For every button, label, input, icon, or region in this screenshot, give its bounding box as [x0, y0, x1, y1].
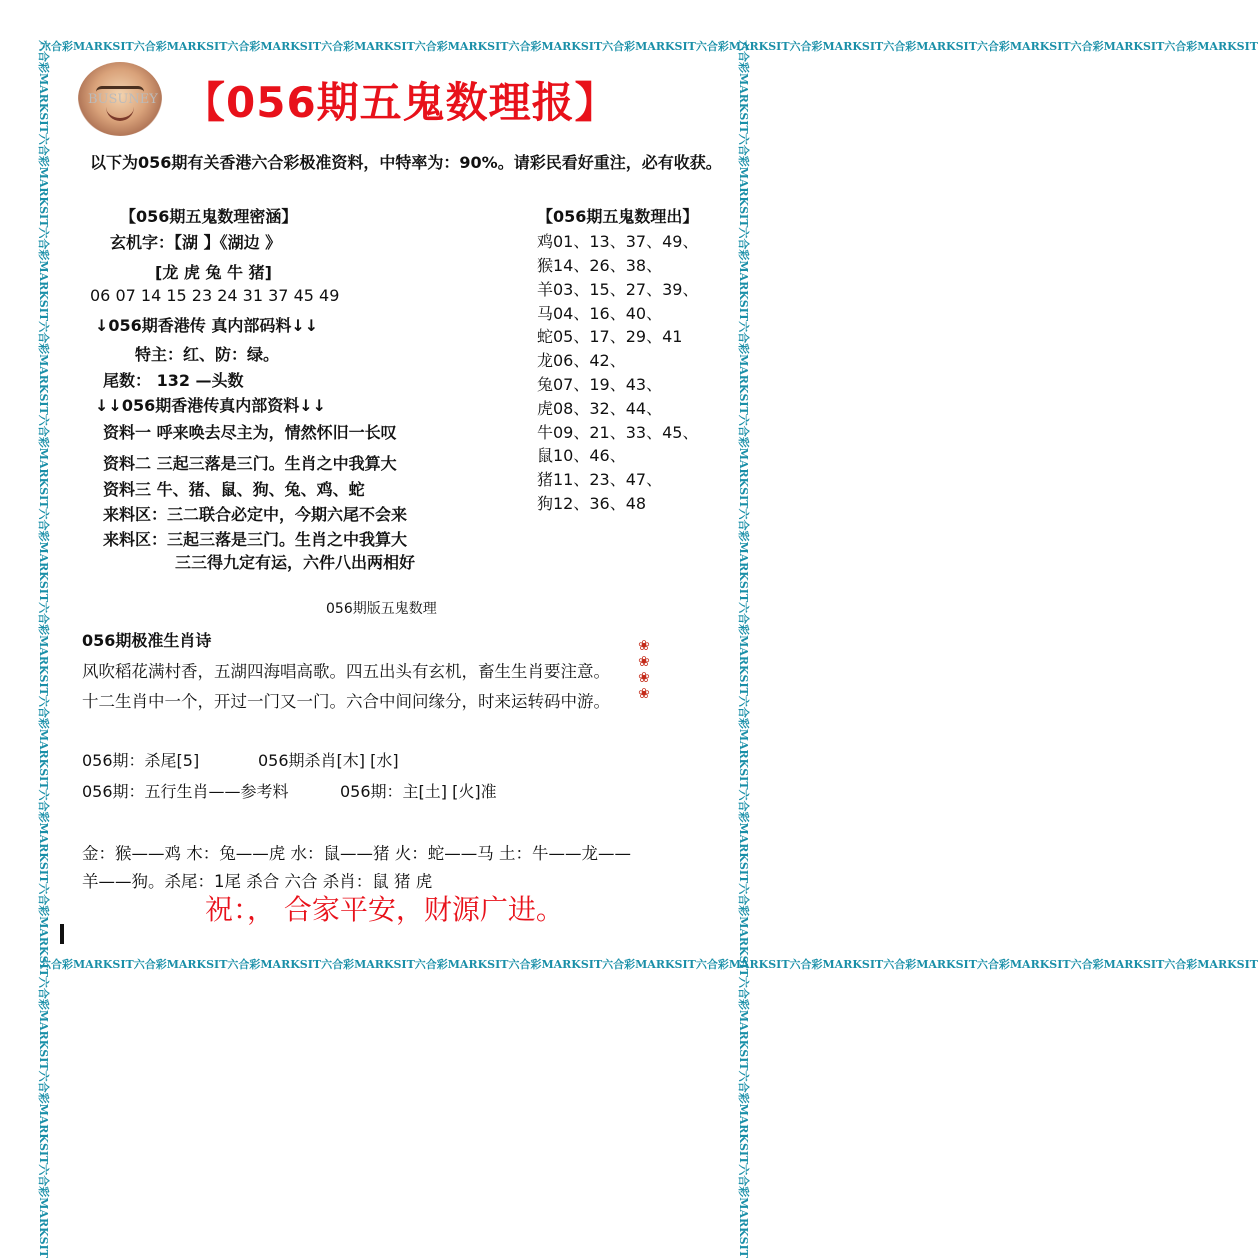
red-seal-stamp: ❀ ❀ ❀ ❀ — [638, 638, 650, 702]
zodiac-row: 鸡01、13、37、49、 — [537, 232, 699, 251]
source-line-3: 三三得九定有运，六件八出两相好 — [175, 553, 416, 572]
blessing-text: 祝：， 合家平安，财源广进。 — [205, 893, 564, 926]
border-bottom: 六合彩MARKSIT六合彩MARKSIT六合彩MARKSIT六合彩MARKSIT六合彩MARKSIT六合彩MARKSIT六合彩MARKSIT六合彩MARKSIT六合彩MARKSIT六合彩MARKSIT六合彩MARKSIT六合彩MARKSIT六合彩MARKSIT — [40, 958, 1258, 971]
right-heading: 【056期五鬼数理出】 — [537, 207, 699, 226]
border-left-text: 六合彩MARKSIT六合彩MARKSIT六合彩MARKSIT六合彩MARKSIT六合彩MARKSIT六合彩MARKSIT六合彩MARKSIT六合彩MARKSIT六合彩MARKSIT六合彩MARKSIT六合彩MARKSIT六合彩MARKSIT六合彩MARKSIT — [37, 40, 50, 1258]
smile-shape — [106, 106, 134, 121]
data-line-1: 资料一 呼来唤去尽主为，情然怀旧一长叹 — [103, 423, 397, 442]
main-element: 056期：主[土] [火]准 — [340, 782, 497, 801]
zodiac-row: 猴14、26、38、 — [537, 256, 663, 275]
kill-zodiac: 056期杀肖[木] [水] — [258, 751, 399, 770]
border-top: 六合彩MARKSIT六合彩MARKSIT六合彩MARKSIT六合彩MARKSIT六合彩MARKSIT六合彩MARKSIT六合彩MARKSIT六合彩MARKSIT六合彩MARKSIT六合彩MARKSIT六合彩MARKSIT六合彩MARKSIT六合彩MARKSIT — [40, 40, 1258, 53]
edition-subtitle: 056期版五鬼数理 — [326, 601, 437, 617]
wuxing-reference: 056期：五行生肖——参考料 — [82, 782, 289, 801]
zodiac-row: 兔07、19、43、 — [537, 375, 663, 394]
source-line-1: 来料区：三二联合必定中，今期六尾不会来 — [103, 505, 408, 524]
elements-line-2: 羊——狗。杀尾：1尾 杀合 六合 杀肖：鼠 猪 虎 — [82, 872, 433, 891]
zodiac-row: 蛇05、17、29、41 — [537, 327, 683, 346]
insider-heading-1: ↓056期香港传 真内部码料↓↓ — [95, 316, 319, 335]
data-line-3: 资料三 牛、猪、鼠、狗、兔、鸡、蛇 — [103, 480, 365, 499]
zodiac-row: 猪11、23、47、 — [537, 470, 663, 489]
zodiac-row: 马04、16、40、 — [537, 304, 663, 323]
zodiac-row: 狗12、36、48 — [537, 494, 647, 513]
border-right-text: 六合彩MARKSIT六合彩MARKSIT六合彩MARKSIT六合彩MARKSIT六合彩MARKSIT六合彩MARKSIT六合彩MARKSIT六合彩MARKSIT六合彩MARKSIT六合彩MARKSIT六合彩MARKSIT六合彩MARKSIT六合彩MARKSIT — [737, 40, 750, 1258]
left-section-heading: 【056期五鬼数理密涵】 — [120, 207, 298, 226]
zodiac-row: 虎08、32、44、 — [537, 399, 663, 418]
insider-heading-2: ↓↓056期香港传真内部资料↓↓ — [95, 396, 327, 415]
special-colors: 特主：红、防：绿。 — [135, 345, 280, 364]
kill-tail: 056期：杀尾[5] — [82, 751, 200, 770]
data-line-2: 资料二 三起三落是三门。生肖之中我算大 — [103, 454, 397, 473]
page-title: 【056期五鬼数理报】 — [183, 78, 618, 127]
zodiac-row: 鼠10、46、 — [537, 446, 626, 465]
source-line-2: 来料区：三起三落是三门。生肖之中我算大 — [103, 530, 408, 549]
tail-numbers: 尾数： 132 —头数 — [103, 371, 244, 390]
zodiac-list: [龙 虎 兔 牛 猪] — [155, 263, 272, 282]
number-list: 06 07 14 15 23 24 31 37 45 49 — [90, 286, 340, 305]
avatar-watermark: BUSUNEY — [88, 92, 158, 107]
border-left — [37, 40, 54, 1258]
pen-mark — [60, 924, 64, 944]
zodiac-row: 龙06、42、 — [537, 351, 626, 370]
intro-text: 以下为056期有关香港六合彩极准资料，中特率为：90%。请彩民看好重注，必有收获。 — [90, 153, 722, 172]
zodiac-row: 羊03、15、27、39、 — [537, 280, 699, 299]
poem-line-1: 风吹稻花满村香，五湖四海唱高歌。四五出头有玄机，畜生生肖要注意。 — [82, 662, 610, 681]
poem-line-2: 十二生肖中一个，开过一门又一门。六合中间问缘分，时来运转码中游。 — [82, 692, 610, 711]
elements-line-1: 金：猴——鸡 木：兔——虎 水：鼠——猪 火：蛇——马 土：牛——龙—— — [82, 844, 631, 863]
poem-heading: 056期极准生肖诗 — [82, 631, 212, 650]
mystery-word: 玄机字：【湖 】《湖边 》 — [110, 233, 282, 252]
zodiac-row: 牛09、21、33、45、 — [537, 423, 699, 442]
border-right — [737, 40, 754, 1258]
